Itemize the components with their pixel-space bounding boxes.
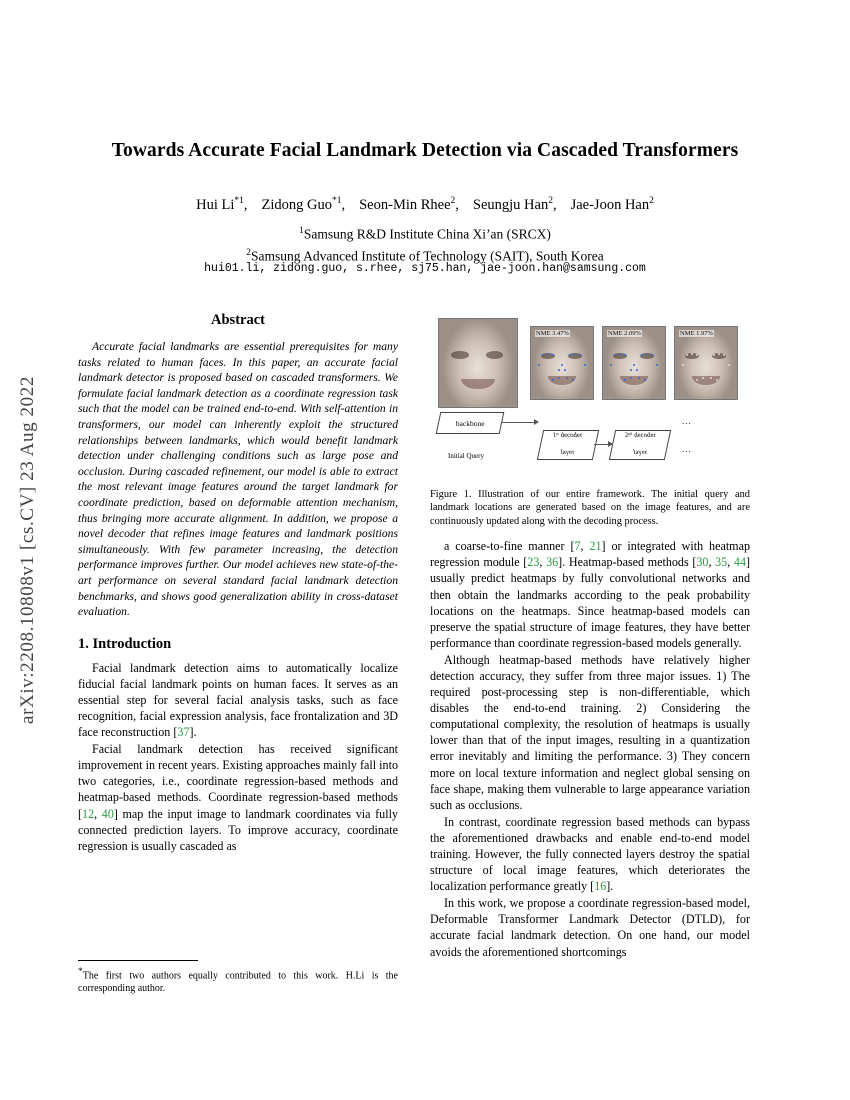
intro-paragraph-2: Facial landmark detection has received significant improvement in recent years. Existing approaches mainly fall into two categories, i.e., coordinate regression-based methods and heatmap-based methods. Coordinate regression-based methods [12, 40] map the input image to landmark coordinates via fully connected prediction layers. To improve accuracy, coordinate regression is usually cascaded as [78, 742, 398, 853]
face-eye-right [486, 351, 503, 359]
affiliations [70, 222, 780, 265]
affiliation-2: $^2$Samsung Advanced Institute of Technology (SAIT), South Korea [246, 247, 604, 263]
author-sup: 2 [649, 196, 654, 206]
landmark-dots [675, 327, 737, 399]
author-emails: hui01.li, zidong.guo, s.rhee, sj75.han, jae-joon.han@samsung.com [204, 262, 646, 275]
input-face-image [438, 318, 518, 408]
face-eye-left [451, 351, 468, 359]
stage-2-face [602, 326, 666, 400]
stage-1-face [530, 326, 594, 400]
right-paragraph-3: In contrast, coordinate regression based methods can bypass the aforementioned drawbacks and enable end-to-end model training. However, the fully connected layers destroy the spatial structure of local image features, which deteriorates the localization performance greatly [16]. [430, 814, 750, 894]
abstract-heading: Abstract [211, 312, 265, 328]
abstract-body: Accurate facial landmarks are essential prerequisites for many tasks related to human faces. In this paper, an accurate facial landmark detector is proposed based on cascaded transformers. We formulate facial landmark detection as a coordinate regression task such that the model can be trained end-to-end. With self-attention in transformers, our model can inherently exploit the structured relationships between landmarks, which would benefit landmark detection under challenging conditions such as large pose and occlusion. During cascaded refinement, our model is able to extract the most relevant image features around the target landmark for coordinate prediction, based on deformable attention mechanism, thus bringing more accurate alignment. In addition, we propose a novel decoder that refines image features and landmark positions simultaneously. With few parameter increasing, the detection performance improves further. Our model achieves new state-of-the-art performance on several standard facial landmark detection benchmarks, and shows good generalization ability in cross-dataset evaluation. [78, 340, 398, 619]
left-column [78, 312, 398, 854]
backbone-block: backbone [436, 412, 505, 434]
right-paragraph-1: a coarse-to-fine manner [7, 21] or integrated with heatmap regression module [23, 36]. Heatmap-based methods [30, 35, 44] usually predict heatmaps by fully convolutional networks and then obtain the landmarks according to the peak probability locations on the heatmaps. Since heatmap-based models can preserve the spatial structure of image features, they have better performance than coordinate regression-based models generally. [430, 539, 751, 650]
author-list [70, 196, 780, 214]
flow-arrow-1 [502, 422, 536, 423]
right-column [430, 312, 750, 960]
nme-label-stage-3: NME 1.97% [680, 330, 713, 337]
figure-1-graphic [430, 312, 750, 482]
figure-caption-text: Illustration of our entire framework. The initial query and landmark locations are generated based on the image features, and are continuously updated along with the decoding process. [430, 489, 750, 527]
arxiv-stamp: arXiv:2208.10808v1 [cs.CV] 23 Aug 2022 [17, 376, 38, 724]
figure-1-caption [430, 488, 750, 528]
footnote-divider [78, 960, 198, 961]
flow-arrow-head-2 [608, 441, 613, 447]
page-title: Towards Accurate Facial Landmark Detection via Cascaded Transformers [111, 140, 739, 161]
author-entry: Hui Li$^{*1}$, [196, 196, 248, 213]
decoder-layer-2: 2ⁿᵈ decoder layer [609, 430, 671, 460]
right-paragraph-4: In this work, we propose a coordinate regression-based model, Deformable Transformer Landmark Detector (DTLD), for accurate facial landmark detection. On one hand, our model avoids the aforementioned shortcomings [430, 896, 750, 959]
footnote-marker: * [78, 967, 83, 977]
introduction-heading: 1. Introduction [78, 635, 172, 652]
author-entry: Seungju Han$^2$, [472, 196, 557, 213]
author-entry: Seon-Min Rhee$^2$, [359, 196, 459, 213]
author-entry: Jae-Joon Han$^2$ [570, 196, 654, 213]
right-paragraph-2: Although heatmap-based methods have relatively higher detection accuracy, they suffer from three major issues. 1) The required post-processing step is non-differentiable, which disables the end-to-end training. 2) Considering the computational complexity, the resolution of heatmaps is usually lower than that of the input images, resulting in a quantization error inevitably and limiting the performance. 3) They concern more on local texture information and neglect global sensing on face shape, making them vulnerable to large appearance variation such as occlusions. [430, 652, 750, 812]
face-photo [439, 319, 517, 407]
landmark-dots [603, 327, 665, 399]
landmark-dots [531, 327, 593, 399]
figure-ellipsis-top: ... [682, 416, 692, 426]
decoder-layer-1: 1ˢᵗ decoder layer [537, 430, 599, 460]
author-entry: Zidong Guo$^{*1}$, [261, 196, 346, 213]
author-sup: 2 [548, 196, 553, 206]
figure-ellipsis-bottom: ... [682, 444, 692, 454]
author-sup: *1 [234, 196, 244, 206]
affiliation-1: $^1$Samsung R&D Institute China Xi’an (SRCX) [299, 226, 551, 242]
nme-label-stage-1: NME 3.47% [536, 330, 569, 337]
nme-label-stage-2: NME 2.09% [608, 330, 641, 337]
stage-3-face [674, 326, 738, 400]
author-sup: *1 [331, 196, 342, 206]
author-sup: 2 [450, 196, 456, 206]
footnote: *The first two authors equally contributed to this work. H.Li is the corresponding author. [78, 967, 398, 995]
intro-paragraph-1: Facial landmark detection aims to automatically localize fiducial facial landmark points on human faces. It serves as an essential step for several facial analysis tasks, such as face recognition, facial expression analysis, face frontalization and 3D face reconstruction [37]. [78, 660, 398, 740]
initial-query-label: Initial Query [448, 452, 484, 460]
figure-caption-label: Figure 1. [430, 489, 472, 500]
flow-arrow-head-1 [534, 419, 539, 425]
